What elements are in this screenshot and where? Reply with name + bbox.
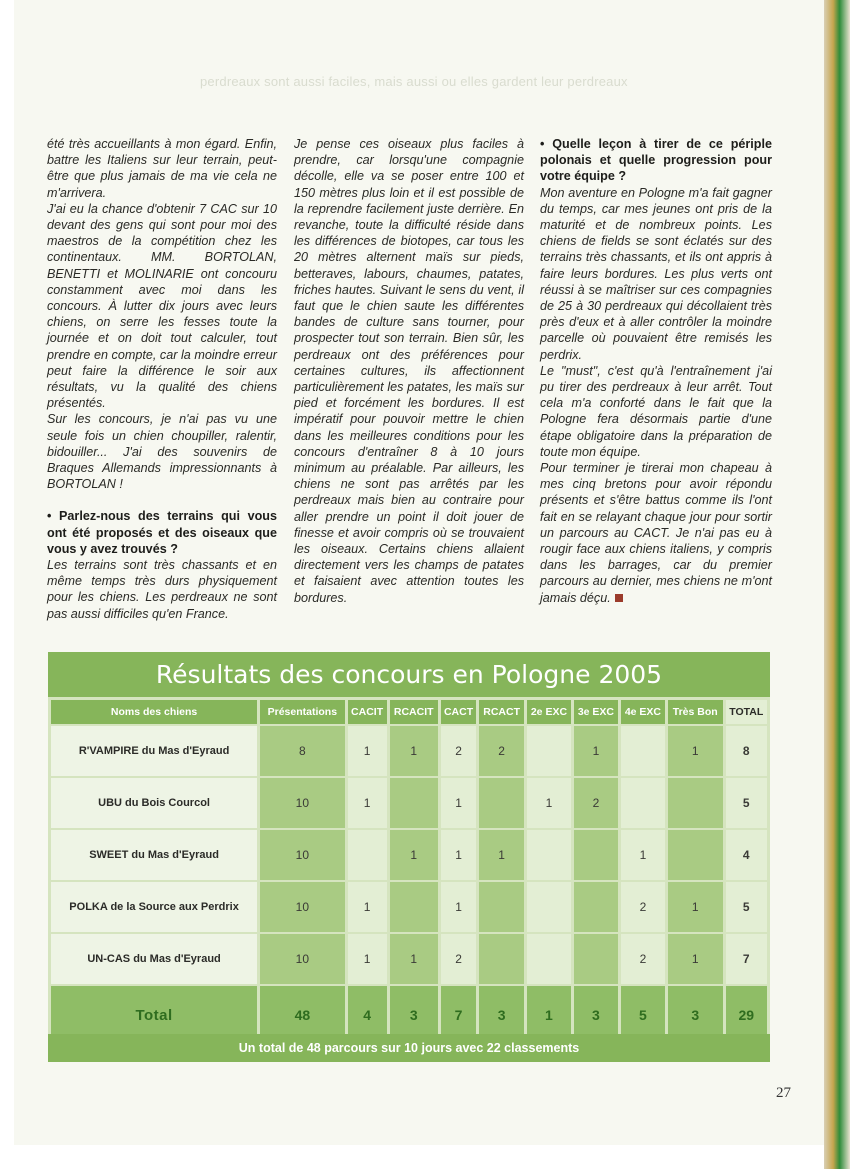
table-row bbox=[51, 726, 767, 776]
article-paragraph: Mon aventure en Pologne m'a fait gagner du temps, car mes jeunes ont pris de la maturité et de nombreux points. Les chiens de fields se sont éclatés sur des terrains très chassants, et ils ont appris à faire leurs bordures. Les plus verts ont réussi à se maîtriser sur ces compagnies de 25 à 30 perdreaux qui décollaient très près d'eux et à aller contrôler la moindre parcelle où pouvaient être remisés les perdrix. bbox=[540, 185, 772, 362]
table-cell: 8 bbox=[260, 726, 344, 776]
article-paragraph: Pour terminer je tirerai mon chapeau à mes cinq bretons pour avoir répondu présents et s'être battus comme ils l'ont fait en se relayant chaque jour pour sortir un parcours au CACT. Je n'ai pas eu à rougir face aux chiens italiens, y compris dans les barrages, car du premier parcours au dernier, mes chiens ne m'ont jamais déçu. bbox=[540, 461, 772, 605]
column-header: Présentations bbox=[260, 700, 344, 724]
table-cell: 1 bbox=[348, 778, 387, 828]
table-cell bbox=[574, 830, 618, 880]
table-header-row bbox=[51, 700, 767, 724]
table-cell: 10 bbox=[260, 934, 344, 984]
table-cell: 2 bbox=[479, 726, 524, 776]
table-cell: 1 bbox=[441, 778, 476, 828]
table-cell: 1 bbox=[621, 830, 665, 880]
table-cell: 2 bbox=[441, 934, 476, 984]
table-row bbox=[51, 934, 767, 984]
table-cell: 1 bbox=[479, 830, 524, 880]
table-cell bbox=[574, 882, 618, 932]
table-cell bbox=[527, 934, 571, 984]
table-cell: 10 bbox=[260, 830, 344, 880]
page-edge bbox=[824, 0, 850, 1169]
table-cell bbox=[479, 882, 524, 932]
dog-name-cell: UN-CAS du Mas d'Eyraud bbox=[51, 934, 257, 984]
table-cell bbox=[527, 830, 571, 880]
table-cell bbox=[621, 778, 665, 828]
dog-name-cell: R'VAMPIRE du Mas d'Eyraud bbox=[51, 726, 257, 776]
total-cell: 3 bbox=[668, 986, 723, 1044]
results-table-panel bbox=[48, 652, 770, 1062]
table-cell bbox=[574, 934, 618, 984]
show-through-text: perdreaux sont aussi faciles, mais aussi ou elles gardent leur perdreaux bbox=[200, 74, 628, 89]
table-cell: 1 bbox=[348, 726, 387, 776]
table-cell bbox=[390, 778, 438, 828]
article-paragraph: J'ai eu la chance d'obtenir 7 CAC sur 10 devant des gens qui sont pour moi des maestros de la compétition chez les continentaux. MM. BORTOLAN, BENETTI et MOLINARIE ont concouru constamment avec moi dans les concours. À lutter dix jours avec leurs chiens, on serre les fesses toute la journée et on doit tout calculer, tout prendre en compte, car la moindre erreur peut faire la différence le soir aux résultats, vu la qualité des chiens présentés. bbox=[47, 201, 277, 411]
table-cell: 2 bbox=[441, 726, 476, 776]
total-cell: 3 bbox=[479, 986, 524, 1044]
table-cell: 1 bbox=[527, 778, 571, 828]
column-header: RCACIT bbox=[390, 700, 438, 724]
column-header: CACT bbox=[441, 700, 476, 724]
total-cell: 1 bbox=[527, 986, 571, 1044]
table-cell: 7 bbox=[726, 934, 767, 984]
table-cell bbox=[527, 882, 571, 932]
article-paragraph: Le "must", c'est qu'à l'entraînement j'ai pu tirer des perdreaux à leur arrêt. Tout cela m'a conforté dans le fait que la Pologne fera désormais partie d'une étape obligatoire dans la préparation de toute mon équipe. bbox=[540, 363, 772, 459]
table-cell: 5 bbox=[726, 778, 767, 828]
dog-name-cell: POLKA de la Source aux Perdrix bbox=[51, 882, 257, 932]
table-row bbox=[51, 882, 767, 932]
total-cell: 3 bbox=[390, 986, 438, 1044]
total-cell: 7 bbox=[441, 986, 476, 1044]
table-cell: 1 bbox=[348, 882, 387, 932]
article-paragraph: été très accueillants à mon égard. Enfin, battre les Italiens sur leur terrain, peut-être que plus jamais de ma vie cela ne m'arrivera. bbox=[47, 137, 277, 200]
column-header: 3e EXC bbox=[574, 700, 618, 724]
results-table-footer: Un total de 48 parcours sur 10 jours avec 22 classements bbox=[48, 1034, 770, 1062]
column-header: CACIT bbox=[348, 700, 387, 724]
total-cell: 29 bbox=[726, 986, 767, 1044]
table-cell bbox=[668, 778, 723, 828]
table-cell bbox=[390, 882, 438, 932]
dog-name-cell: SWEET du Mas d'Eyraud bbox=[51, 830, 257, 880]
dog-name-cell: UBU du Bois Courcol bbox=[51, 778, 257, 828]
table-cell: 1 bbox=[390, 726, 438, 776]
interview-question: • Quelle leçon à tirer de ce périple polonais et quelle progression pour votre équipe ? bbox=[540, 137, 772, 184]
table-cell bbox=[348, 830, 387, 880]
table-cell bbox=[479, 778, 524, 828]
article-paragraph: Sur les concours, je n'ai pas vu une seule fois un chien choupiller, ralentir, bidouiller... J'ai des souvenirs de Braques Allemands impressionnants à BORTOLAN ! bbox=[47, 412, 277, 492]
article-column-1 bbox=[47, 136, 277, 622]
column-header: 2e EXC bbox=[527, 700, 571, 724]
total-label: Total bbox=[51, 986, 257, 1044]
table-cell: 1 bbox=[390, 830, 438, 880]
total-cell: 48 bbox=[260, 986, 344, 1044]
table-cell: 1 bbox=[441, 882, 476, 932]
total-cell: 5 bbox=[621, 986, 665, 1044]
page-number: 27 bbox=[776, 1085, 791, 1101]
article-column-3 bbox=[540, 136, 772, 606]
table-cell: 1 bbox=[668, 882, 723, 932]
table-cell bbox=[527, 726, 571, 776]
column-header: 4e EXC bbox=[621, 700, 665, 724]
end-of-article-square-icon bbox=[615, 594, 623, 602]
results-table bbox=[48, 700, 770, 1044]
table-cell: 8 bbox=[726, 726, 767, 776]
table-cell: 1 bbox=[668, 726, 723, 776]
column-header: Très Bon bbox=[668, 700, 723, 724]
table-cell: 5 bbox=[726, 882, 767, 932]
table-cell: 4 bbox=[726, 830, 767, 880]
interview-question: • Parlez-nous des terrains qui vous ont été proposés et des oiseaux que vous y avez trouvés ? bbox=[47, 509, 277, 556]
table-cell bbox=[479, 934, 524, 984]
table-cell bbox=[668, 830, 723, 880]
column-header: Noms des chiens bbox=[51, 700, 257, 724]
table-cell bbox=[621, 726, 665, 776]
article-column-2 bbox=[294, 136, 524, 606]
table-row bbox=[51, 830, 767, 880]
table-cell: 1 bbox=[348, 934, 387, 984]
column-header: RCACT bbox=[479, 700, 524, 724]
results-table-title: Résultats des concours en Pologne 2005 bbox=[48, 652, 770, 697]
article-paragraph: Les terrains sont très chassants et en même temps très durs physiquement pour les chiens. Les perdreaux ne sont pas aussi difficiles qu'en France. bbox=[47, 558, 277, 621]
table-cell: 1 bbox=[390, 934, 438, 984]
total-cell: 4 bbox=[348, 986, 387, 1044]
table-cell: 2 bbox=[621, 934, 665, 984]
article-paragraph: Je pense ces oiseaux plus faciles à prendre, car lorsqu'une compagnie décolle, elle va se poser entre 100 et 150 mètres plus loin et il est possible de la reprendre facilement juste derrière. En revanche, toute la difficulté réside dans les différences de biotopes, car tous les 20 mètres alternent maïs sur pieds, betteraves, labours, chaumes, patates, friches hautes. Suivant le sens du vent, il faut que le chien saute les différentes bandes de culture sans tourner, pour prospecter tout son terrain. Bien sûr, les perdreaux ont des préférences pour certaines cultures, ils affectionnent particulièrement les patates, les maïs sur pied et forcément les bordures. Il est impératif pour pouvoir mettre le chien dans les meilleures conditions pour les concours d'entraîner 8 à 10 jours minimum au préalable. Par ailleurs, les chiens ne sont pas arrêtés par les perdreaux mais bien au contraire pour aller prendre un point il doit jouer de finesse et avoir compris où se trouvaient les oiseaux. Certains chiens allaient directement vers les champs de patates et faisaient avec attention toutes les bordures. bbox=[294, 137, 524, 605]
table-cell: 1 bbox=[668, 934, 723, 984]
total-cell: 3 bbox=[574, 986, 618, 1044]
table-cell: 2 bbox=[621, 882, 665, 932]
table-cell: 10 bbox=[260, 882, 344, 932]
table-cell: 1 bbox=[574, 726, 618, 776]
table-cell: 10 bbox=[260, 778, 344, 828]
table-cell: 1 bbox=[441, 830, 476, 880]
table-row bbox=[51, 778, 767, 828]
table-cell: 2 bbox=[574, 778, 618, 828]
column-header: TOTAL bbox=[726, 700, 767, 724]
